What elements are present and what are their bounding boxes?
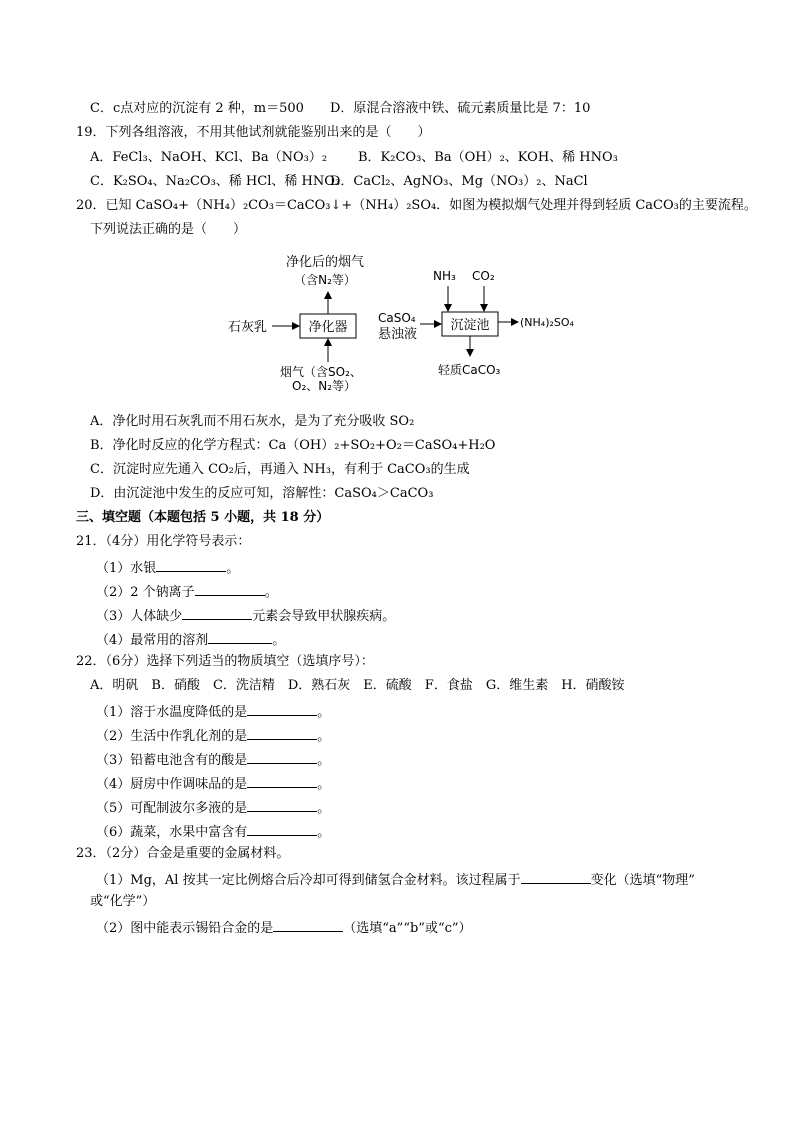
q19-option-a: A．FeCl₃、NaOH、KCl、Ba（NO₃）₂ — [90, 150, 328, 165]
answer-blank[interactable] — [208, 629, 272, 644]
q22-item-6-text: （6）蔬菜，水果中富含有 — [96, 825, 248, 840]
q22-item-2 — [96, 725, 330, 746]
q23-item-2-tail: （选填“a”“b”或“c”） — [343, 921, 472, 936]
answer-blank[interactable] — [247, 701, 317, 716]
answer-blank[interactable] — [247, 773, 317, 788]
q19-stem: 19．下列各组溶液，不用其他试剂就能鉴别出来的是（ ） — [76, 125, 431, 140]
q22-item-5 — [96, 797, 330, 818]
answer-blank[interactable] — [273, 917, 343, 932]
q23-item-1-cont: 或“化学”） — [90, 894, 156, 909]
q21-item-3-tail: 元素会导致甲状腺疾病。 — [252, 609, 396, 624]
q21-item-2-text: （2）2 个钠离子 — [96, 585, 195, 600]
q23-item-2 — [96, 917, 472, 938]
q22-item-5-text: （5）可配制波尔多液的是 — [96, 801, 248, 816]
q22-options: A．明矾 B．硝酸 C．洗洁精 D．熟石灰 E．硫酸 F．食盐 G．维生素 H．硝酸铵 — [90, 678, 625, 693]
q21-item-4-period: 。 — [272, 633, 286, 648]
caso4-label-2: 悬浊液 — [378, 327, 418, 342]
q20-option-b: B．净化时反应的化学方程式：Ca（OH）₂+SO₂+O₂＝CaSO₄+H₂O — [90, 438, 496, 453]
q22-item-4-text: （4）厨房中作调味品的是 — [96, 777, 248, 792]
q22-item-1-text: （1）溶于水温度降低的是 — [96, 705, 248, 720]
q21-stem: 21．（4分）用化学符号表示： — [76, 534, 251, 549]
q20-option-a: A．净化时用石灰乳而不用石灰水，是为了充分吸收 SO₂ — [90, 414, 415, 429]
q23-stem: 23．（2分）合金是重要的金属材料。 — [76, 846, 290, 861]
flue-gas-label-1: 烟气（含SO₂、 — [280, 365, 362, 379]
product-label: (NH₄)₂SO₄ — [520, 316, 574, 329]
flue-gas-label-2: O₂、N₂等） — [292, 379, 357, 393]
q21-item-3-text: （3）人体缺少 — [96, 609, 183, 624]
q22-item-6-period: 。 — [317, 825, 331, 840]
q22-item-5-period: 。 — [317, 801, 331, 816]
q19-option-c: C．K₂SO₄、Na₂CO₃、稀 HCl、稀 HNO₃ — [90, 174, 341, 189]
q22-item-1 — [96, 701, 330, 722]
answer-blank[interactable] — [247, 797, 317, 812]
q21-item-4-text: （4）最常用的溶剂 — [96, 633, 209, 648]
q22-item-2-text: （2）生活中作乳化剂的是 — [96, 729, 248, 744]
q21-item-1-text: （1）水银 — [96, 561, 157, 576]
q22-item-3 — [96, 749, 330, 770]
q21-item-1-period: 。 — [226, 561, 240, 576]
q20-option-c: C．沉淀时应先通入 CO₂后，再通入 NH₃，有利于 CaCO₃的生成 — [90, 462, 470, 477]
q22-stem: 22．（6分）选择下列适当的物质填空（选填序号）： — [76, 654, 374, 669]
q20-stem-line2: 下列说法正确的是（ ） — [90, 222, 247, 237]
q22-item-1-period: 。 — [317, 705, 331, 720]
q23-item-1 — [96, 869, 695, 890]
co2-label: CO₂ — [472, 269, 495, 283]
q19-option-d: D．CaCl₂、AgNO₃、Mg（NO₃）₂、NaCl — [330, 174, 588, 189]
q22-item-6 — [96, 821, 330, 842]
clean-gas-label-1: 净化后的烟气 — [285, 255, 365, 270]
answer-blank[interactable] — [156, 557, 226, 572]
caso4-label-1: CaSO₄ — [378, 311, 416, 325]
q19-option-b: B．K₂CO₃、Ba（OH）₂、KOH、稀 HNO₃ — [358, 150, 618, 165]
q22-item-4 — [96, 773, 330, 794]
answer-blank[interactable] — [182, 605, 252, 620]
q22-item-4-period: 。 — [317, 777, 331, 792]
q21-item-4 — [96, 629, 285, 650]
answer-blank[interactable] — [195, 581, 265, 596]
q21-item-3 — [96, 605, 395, 626]
q21-item-2-period: 。 — [264, 585, 278, 600]
section-3-heading: 三、填空题（本题包括 5 小题，共 18 分） — [76, 510, 330, 525]
answer-blank[interactable] — [247, 725, 317, 740]
answer-blank[interactable] — [247, 821, 317, 836]
flue-gas-flow-diagram — [220, 250, 600, 393]
q23-item-2-text: （2）图中能表示锡铅合金的是 — [96, 921, 274, 936]
q21-item-1 — [96, 557, 239, 578]
clean-gas-label-2: （含N₂等） — [294, 273, 356, 287]
q20-option-d: D．由沉淀池中发生的反应可知，溶解性：CaSO₄＞CaCO₃ — [90, 486, 434, 501]
q21-item-2 — [96, 581, 278, 602]
q23-item-1-text: （1）Mg，Al 按其一定比例熔合后冷却可得到储氢合金材料。该过程属于 — [96, 873, 521, 888]
purifier-label: 净化器 — [308, 320, 348, 335]
answer-blank[interactable] — [521, 869, 591, 884]
answer-blank[interactable] — [247, 749, 317, 764]
q22-item-3-period: 。 — [317, 753, 331, 768]
q22-item-3-text: （3）铅蓄电池含有的酸是 — [96, 753, 248, 768]
nh3-label: NH₃ — [433, 269, 456, 283]
q18-option-d: D．原混合溶液中铁、硫元素质量比是 7：10 — [330, 101, 591, 116]
q20-stem-line1: 20．已知 CaSO₄+（NH₄）₂CO₃＝CaCO₃↓+（NH₄）₂SO₄．如图为模拟烟气处理并得到轻质 CaCO₃的主要流程。 — [76, 198, 757, 213]
lime-milk-label: 石灰乳 — [228, 320, 268, 335]
q18-option-c: C．c点对应的沉淀有 2 种，m＝500 — [90, 101, 304, 116]
light-caco3-label: 轻质CaCO₃ — [438, 363, 501, 377]
tank-label: 沉淀池 — [450, 318, 490, 333]
q22-item-2-period: 。 — [317, 729, 331, 744]
q23-item-1-tail: 变化（选填“物理” — [590, 873, 695, 888]
